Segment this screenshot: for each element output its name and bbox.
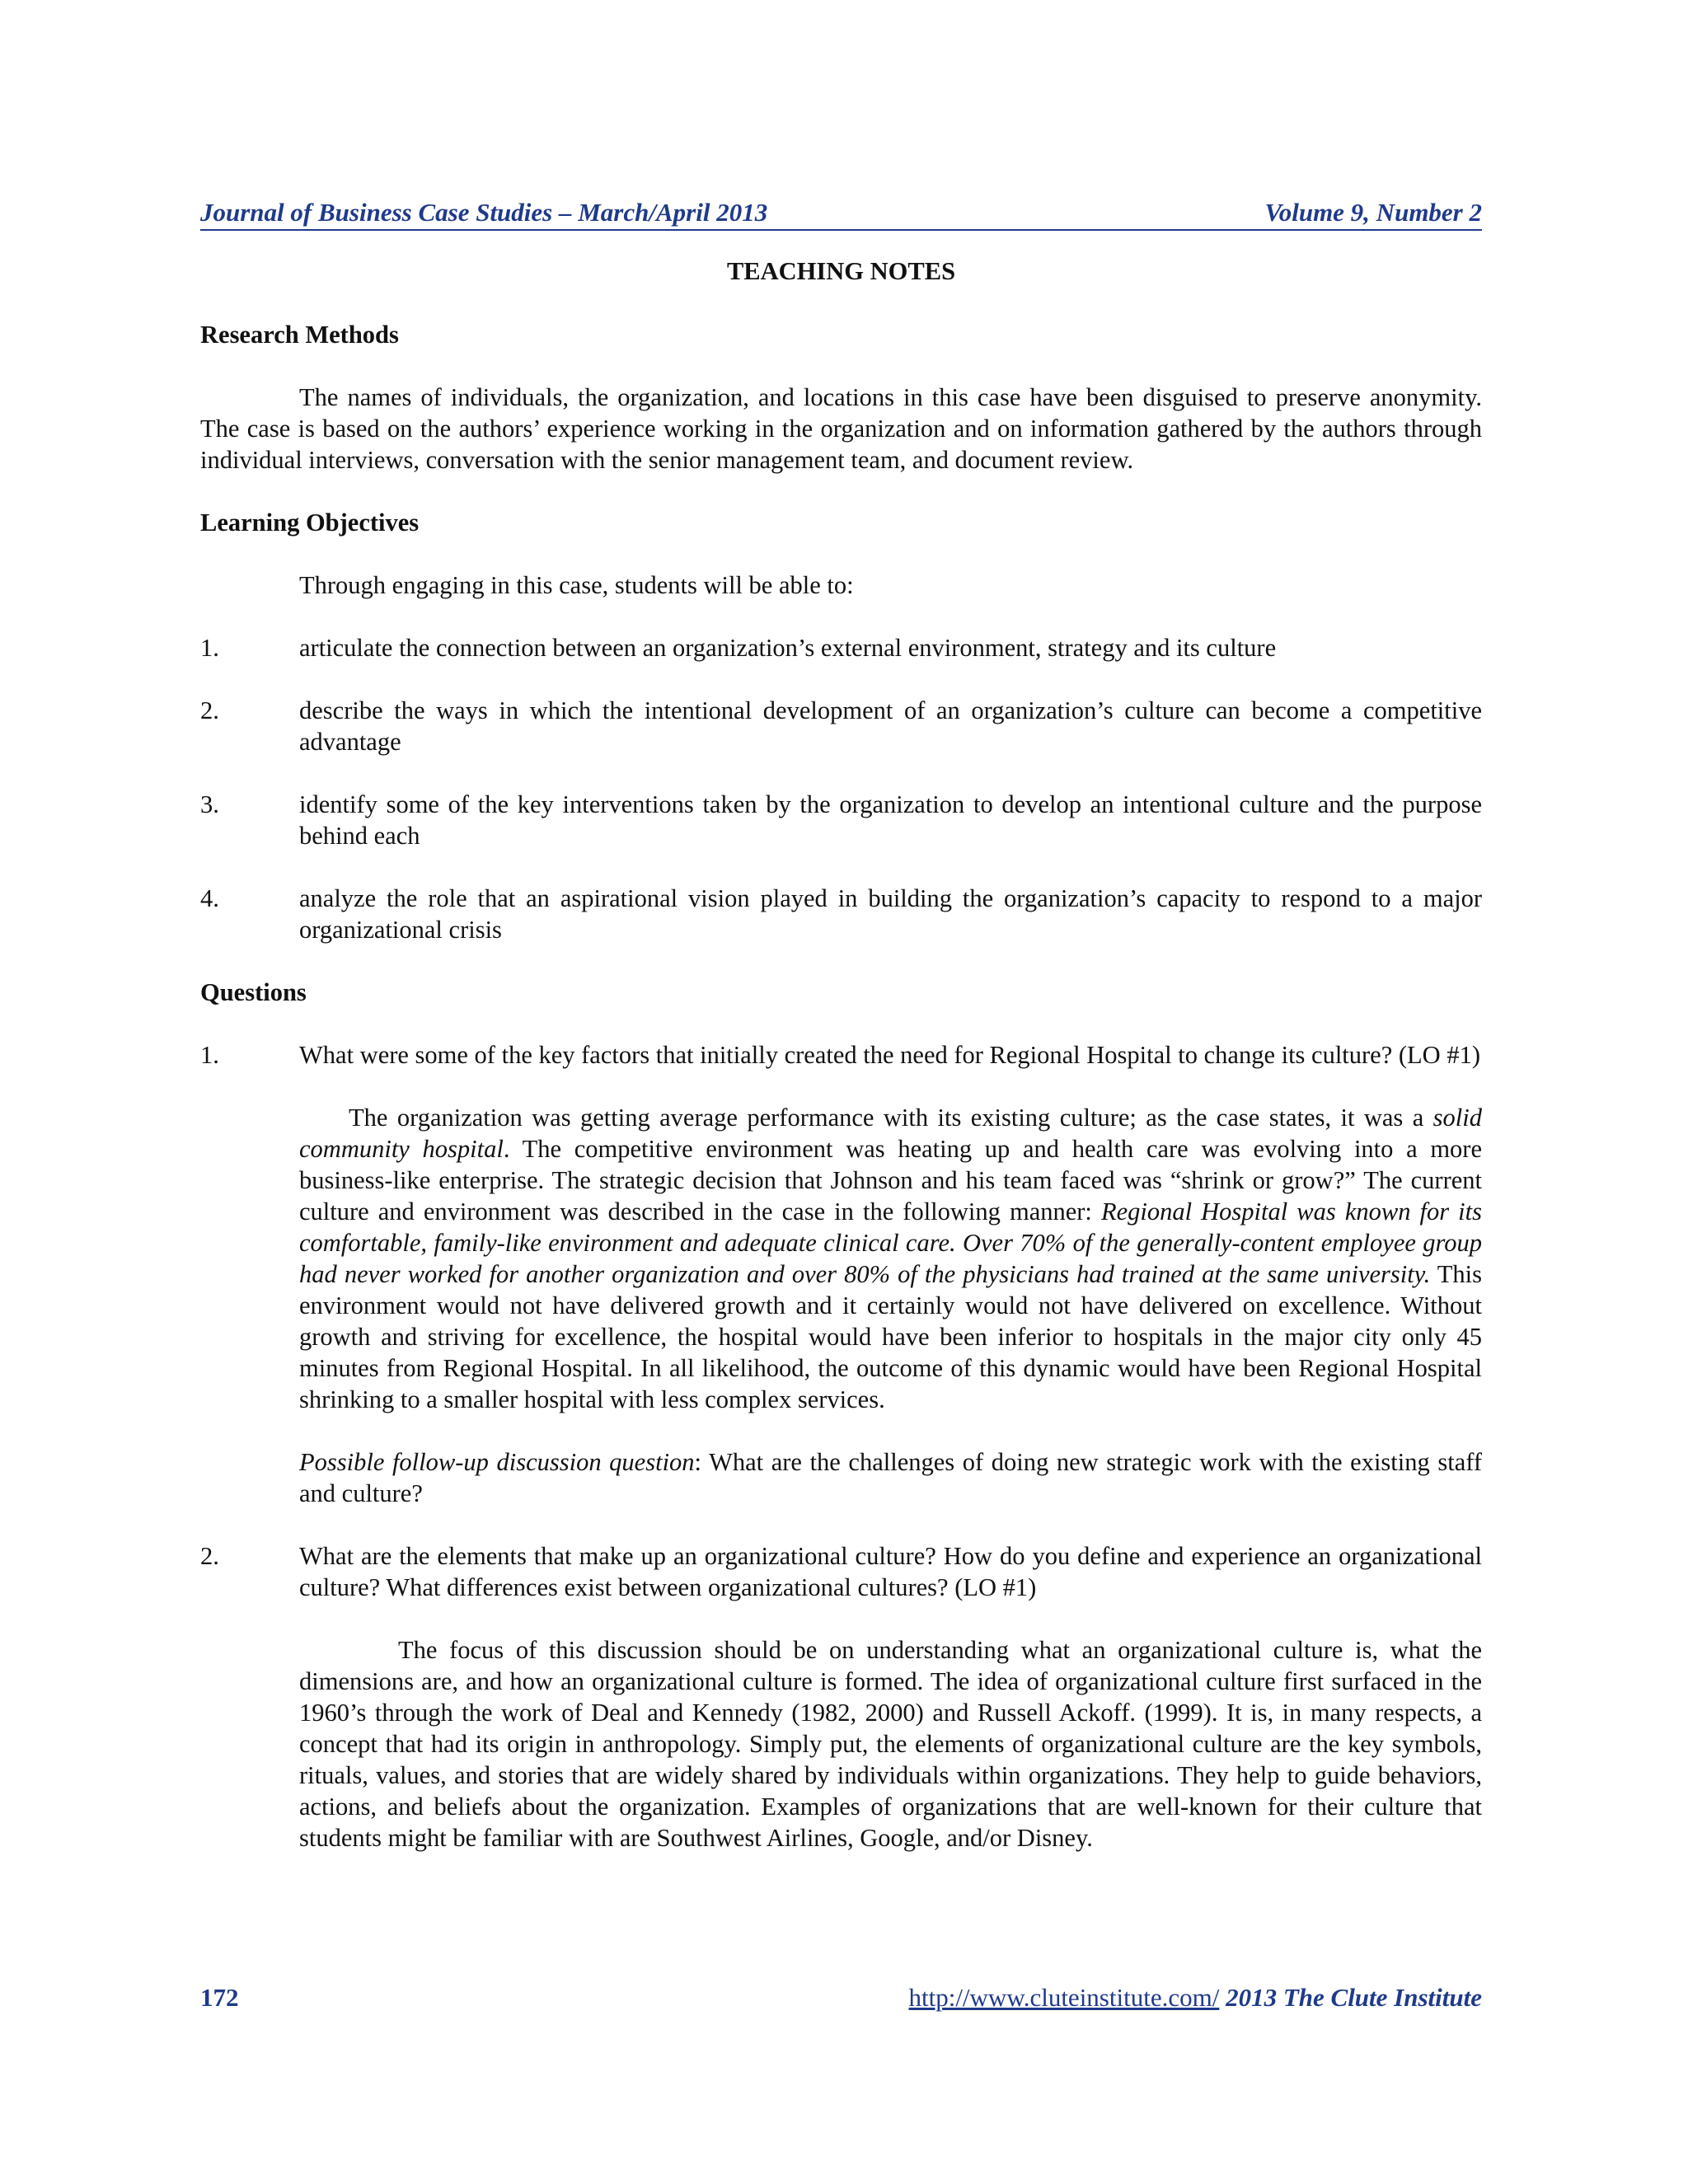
answer-quote: Regional Hospital was known for its comfortable, family-like environment and adequate clinical care. Over 70% of the generally-content employee group had never worked for another organization and over 80% of the physicians had trained at the same university.: [299, 1197, 1482, 1288]
question-number: 1.: [200, 1041, 219, 1069]
objective-item: [200, 632, 1482, 663]
question-number: 2.: [200, 1542, 219, 1570]
volume-number: Volume 9, Number 2: [1264, 198, 1482, 227]
running-header: [200, 196, 1482, 231]
objective-text: articulate the connection between an organization’s external environment, strategy and its culture: [299, 634, 1277, 662]
section-title: TEACHING NOTES: [726, 257, 956, 285]
question-text: What are the elements that make up an organizational culture? How do you define and experience an organizational culture? What differences exist between organizational cultures? (LO #1): [299, 1542, 1482, 1601]
journal-title: Journal of Business Case Studies – March/April 2013: [200, 198, 768, 227]
question-answer: [299, 1102, 1482, 1415]
question-item: [200, 1039, 1482, 1071]
objective-item: [200, 695, 1482, 757]
research-methods-heading: Research Methods: [200, 321, 399, 349]
followup-question: [299, 1446, 1482, 1509]
questions-heading: Questions: [200, 978, 307, 1006]
answer-emphasis: solid community hospital: [299, 1104, 1482, 1163]
question-text: What were some of the key factors that initially created the need for Regional Hospital to change its culture? (LO #1): [299, 1041, 1480, 1069]
objective-number: 2.: [200, 696, 219, 724]
objective-number: 1.: [200, 634, 219, 662]
answer-text: This environment would not have delivered growth and it certainly would not have delivered on excellence. Without growth and striving for excellence, the hospital would have been inferior to hospitals in the major city only 45 minutes from Regional Hospital. In all likelihood, the outcome of this dynamic would have been Regional Hospital shrinking to a smaller hospital with less complex services.: [299, 1260, 1482, 1413]
objective-text: describe the ways in which the intentional development of an organization’s culture can become a competitive advantage: [299, 696, 1482, 756]
page-number: 172: [200, 1983, 239, 2012]
objective-item: [200, 789, 1482, 851]
answer-text: . The competitive environment was heating up and health care was evolving into a more business-like enterprise. The strategic decision that Johnson and his team faced was “shrink or grow?” The current culture and environment was described in the case in the following manner:: [299, 1135, 1482, 1226]
objective-item: [200, 883, 1482, 945]
document-body: [200, 255, 1482, 1885]
objective-number: 3.: [200, 790, 219, 818]
question-item: [200, 1540, 1482, 1603]
objective-text: analyze the role that an aspirational vision played in building the organization’s capacity to respond to a major organizational crisis: [299, 884, 1482, 944]
answer-text: The organization was getting average performance with its existing culture; as the case states, it was a: [349, 1104, 1433, 1132]
footer-right: [908, 1982, 1482, 2013]
objective-text: identify some of the key interventions taken by the organization to develop an intentional culture and the purpose behind each: [299, 790, 1482, 850]
research-methods-text: The names of individuals, the organization, and locations in this case have been disguised to preserve anonymity. The case is based on the authors’ experience working in the organization and on information gathered by the authors through individual interviews, conversation with the senior management team, and document review.: [200, 383, 1482, 474]
question-answer: The focus of this discussion should be on understanding what an organizational culture is, what the dimensions are, and how an organizational culture is formed. The idea of organizational culture first surfaced in the 1960’s through the work of Deal and Kennedy (1982, 2000) and Russell Ackoff. (1999). It is, in many respects, a concept that had its origin in anthropology. Simply put, the elements of organizational culture are the key symbols, rituals, values, and stories that are widely shared by individuals within organizations. They help to guide behaviors, actions, and beliefs about the organization. Examples of organizations that are well-known for their culture that students might be familiar with are Southwest Airlines, Google, and/or Disney.: [299, 1636, 1482, 1852]
followup-label: Possible follow-up discussion question: [299, 1448, 695, 1476]
publisher-link[interactable]: http://www.cluteinstitute.com/: [908, 1983, 1220, 2012]
learning-objectives-intro: Through engaging in this case, students will be able to:: [299, 571, 854, 599]
followup-text: : What are the challenges of doing new strategic work with the existing staff and culture?: [299, 1448, 1482, 1507]
learning-objectives-heading: Learning Objectives: [200, 509, 420, 537]
objective-number: 4.: [200, 884, 219, 912]
copyright-notice: 2013 The Clute Institute: [1226, 1983, 1482, 2012]
page-footer: [200, 1982, 1482, 2013]
